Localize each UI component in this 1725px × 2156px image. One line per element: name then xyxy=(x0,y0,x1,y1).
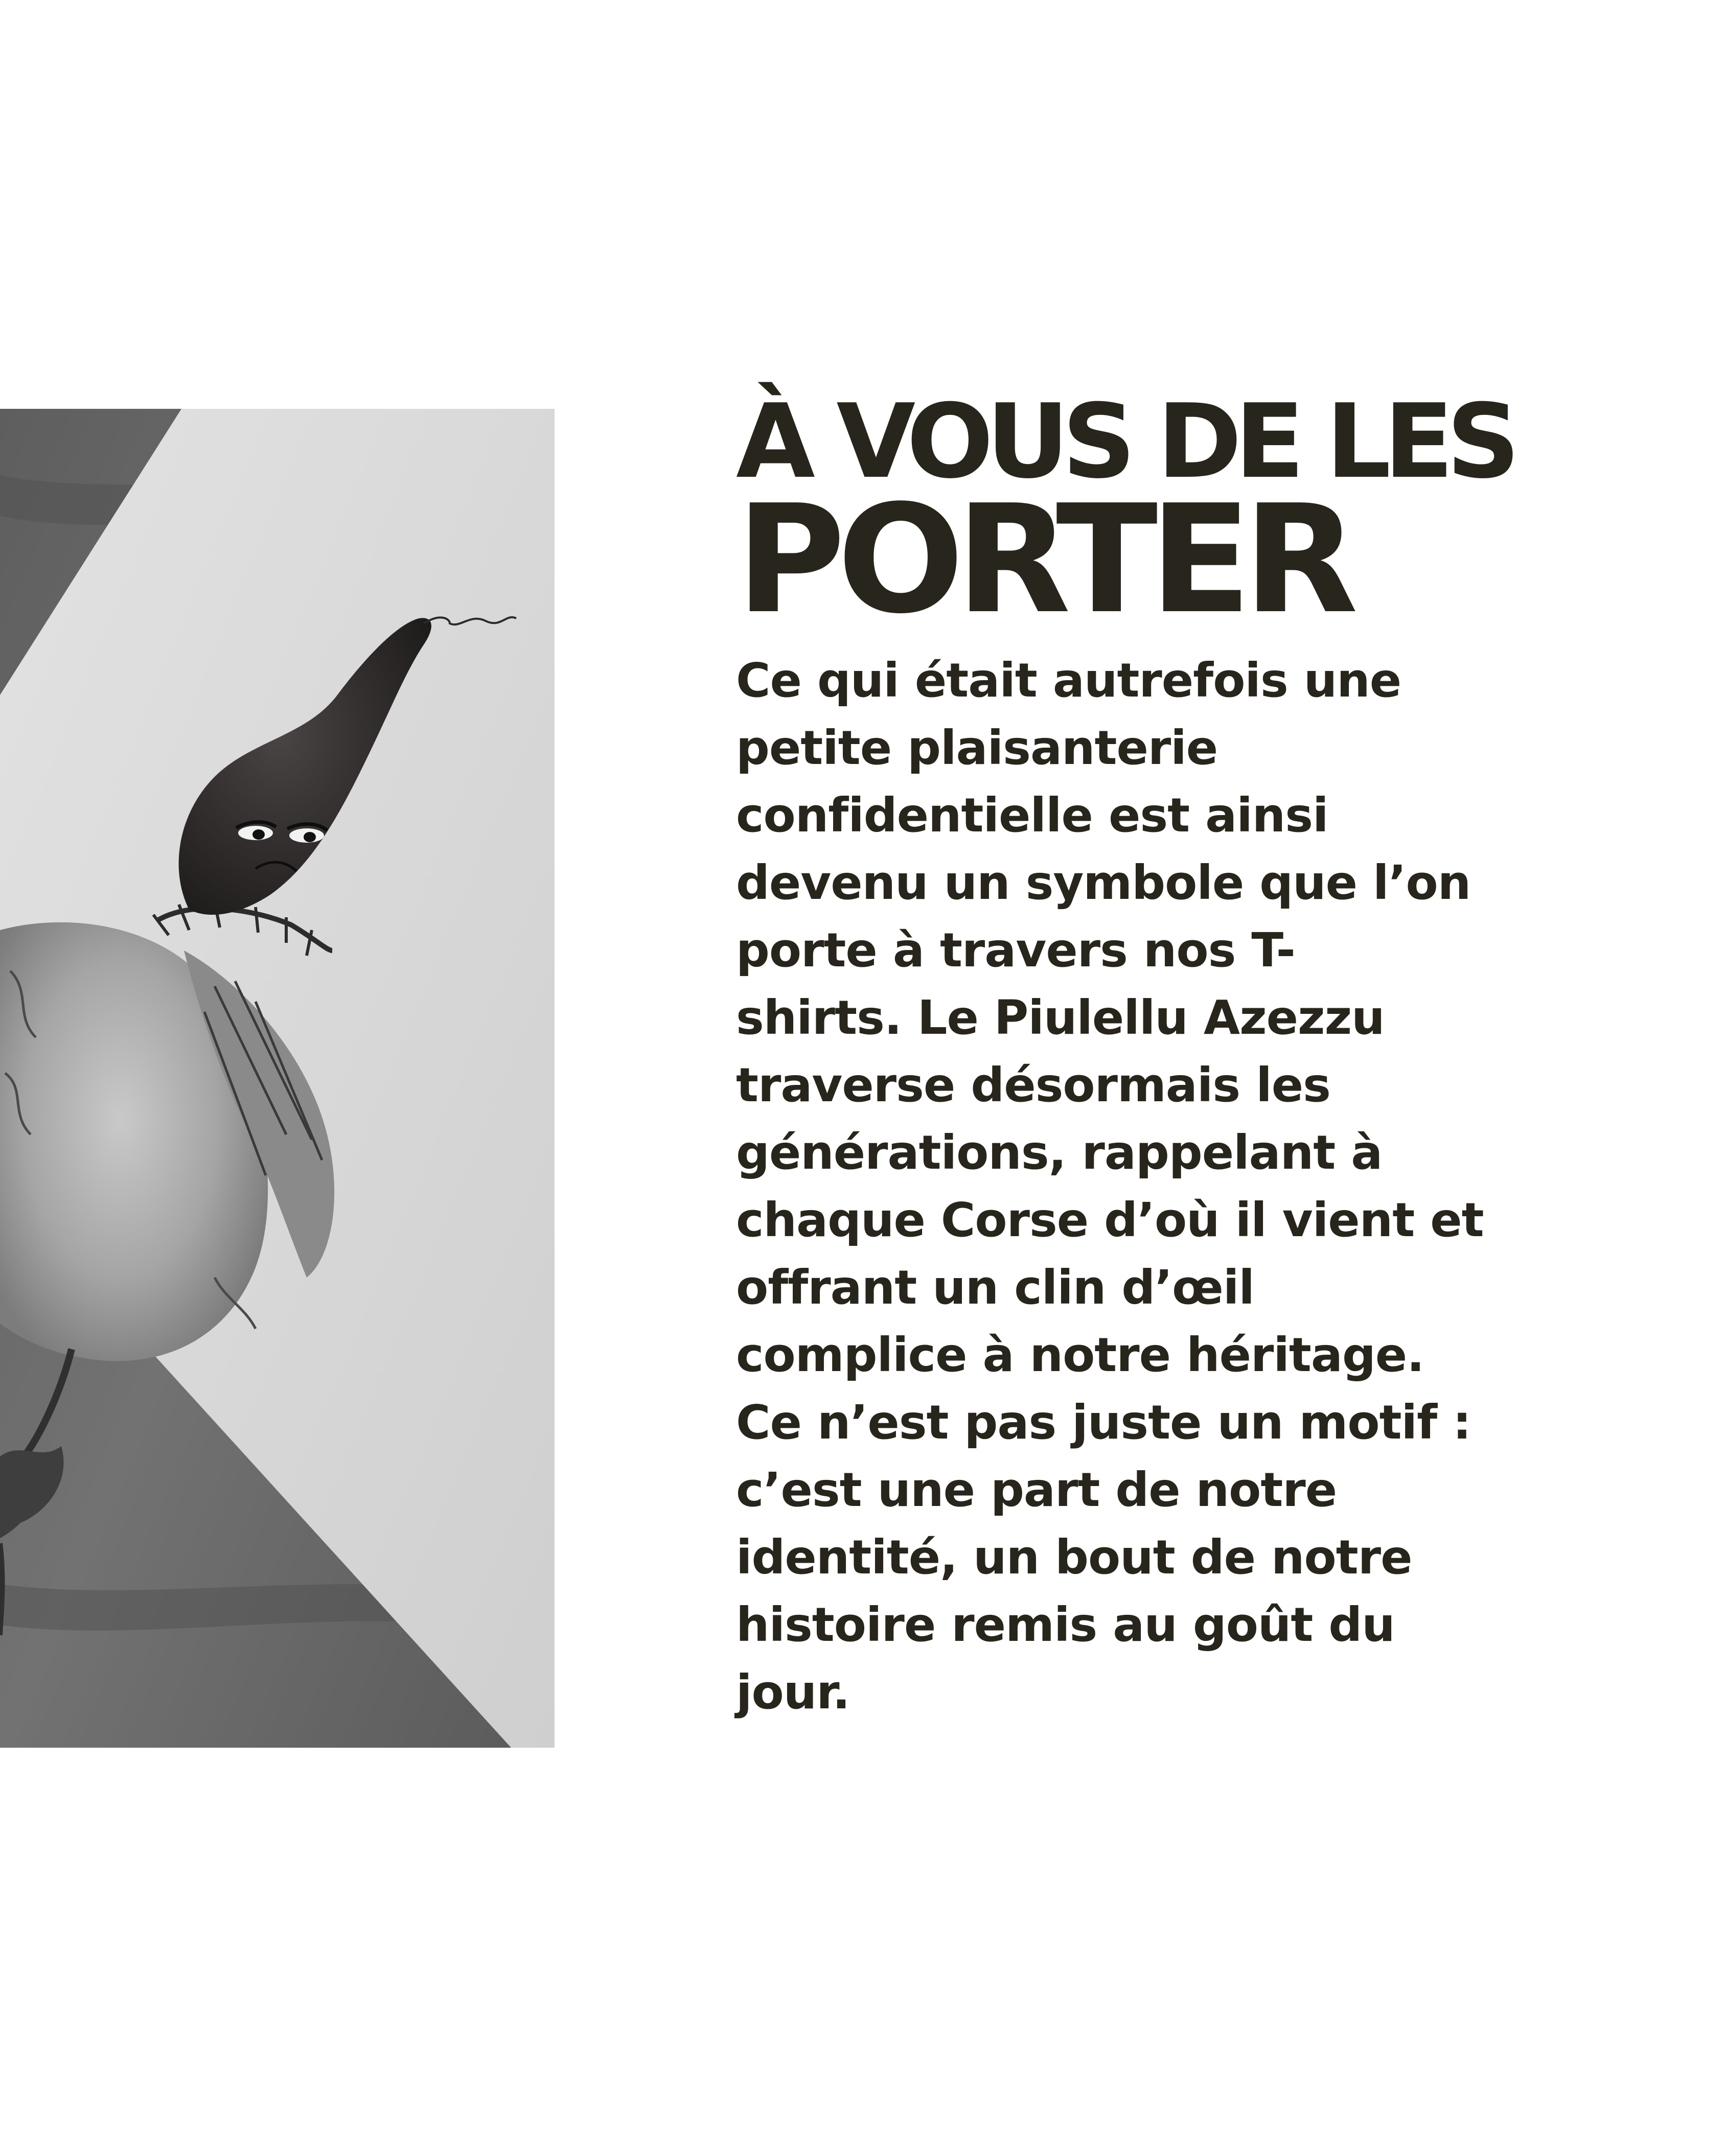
bird-drawing-icon xyxy=(0,409,555,1748)
body-line: chaque Corse d’où il vient et xyxy=(736,1193,1484,1247)
body-line: générations, rappelant à xyxy=(736,1125,1383,1180)
body-line: Ce qui était autrefois une xyxy=(736,653,1401,708)
page-title-line-2: PORTER xyxy=(736,473,1350,646)
body-line: devenu un symbole que l’on xyxy=(736,855,1471,910)
body-line: porte à travers nos T- xyxy=(736,923,1295,978)
bird-drawing-photo xyxy=(0,409,555,1748)
body-line: histoire remis au goût du xyxy=(736,1597,1395,1652)
body-line: Ce n’est pas juste un motif : xyxy=(736,1395,1471,1450)
body-line: identité, un bout de notre xyxy=(736,1530,1412,1585)
body-line: petite plaisanterie xyxy=(736,721,1218,775)
page-title-line-1: À VOUS DE LES xyxy=(736,382,1513,501)
body-line: offrant un clin d’œil xyxy=(736,1260,1254,1315)
body-line: complice à notre héritage. xyxy=(736,1328,1424,1382)
text-column xyxy=(736,382,1564,1726)
body-line: c’est une part de notre xyxy=(736,1463,1337,1517)
body-line: shirts. Le Piulellu Azezzu xyxy=(736,990,1385,1045)
body-line: jour. xyxy=(736,1665,850,1720)
body-line: traverse désormais les xyxy=(736,1058,1330,1112)
body-paragraph xyxy=(736,647,1564,1726)
body-line: confidentielle est ainsi xyxy=(736,788,1328,843)
